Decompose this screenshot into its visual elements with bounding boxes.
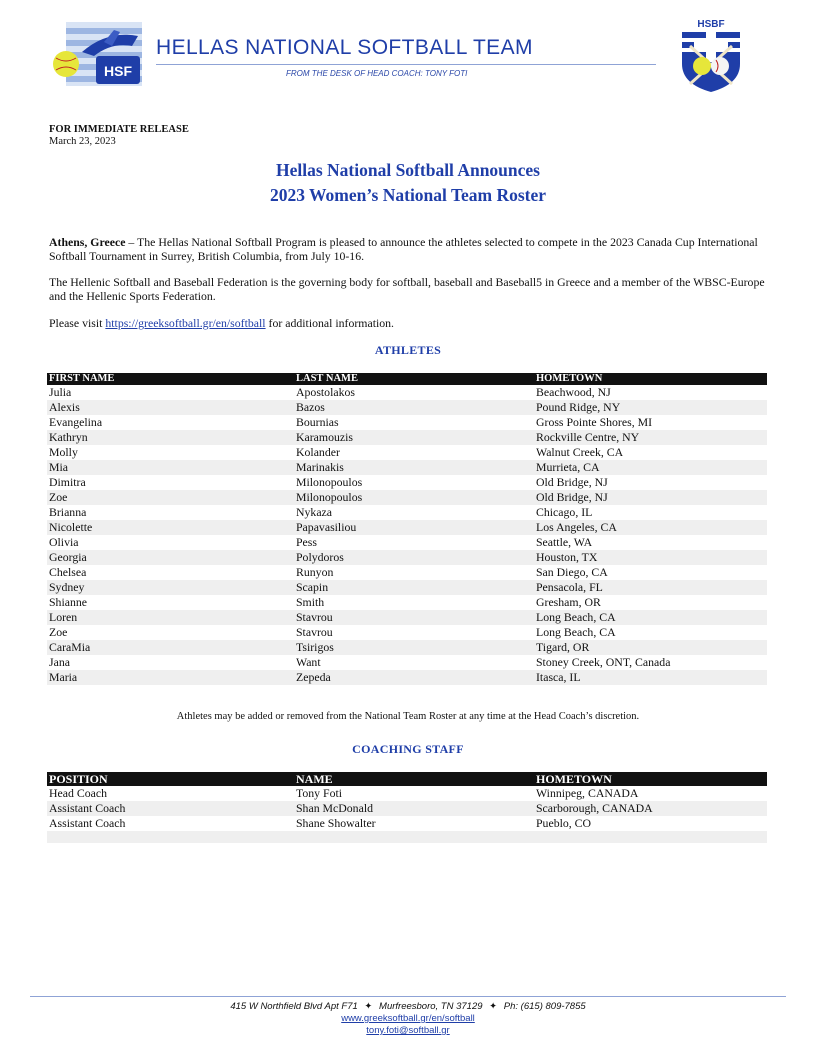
athlete-row xyxy=(47,520,767,535)
visit-before: Please visit xyxy=(49,316,106,330)
coach-cell: Tony Foti xyxy=(296,786,343,800)
athlete-cell: Chicago, IL xyxy=(536,505,593,519)
athlete-row xyxy=(47,535,767,550)
coaching-table-header xyxy=(47,772,767,786)
paragraph-visit xyxy=(49,316,769,330)
coach-cell: Shan McDonald xyxy=(296,801,373,815)
release-label: FOR IMMEDIATE RELEASE xyxy=(49,124,189,135)
footer-bullet-icon: ✦ xyxy=(489,1001,498,1012)
paragraph-federation: The Hellenic Softball and Baseball Federation is the governing body for softball, baseball and Baseball5 in Greece and a member of the WBSC-Europe and the Hellenic Sports Federation. xyxy=(49,275,765,303)
coach-row xyxy=(47,786,767,801)
athlete-cell: Maria xyxy=(49,670,78,684)
coach-cell: Pueblo, CO xyxy=(536,816,592,830)
athlete-row xyxy=(47,445,767,460)
athletes-title: ATHLETES xyxy=(374,343,442,357)
coach-cell: Scarborough, CANADA xyxy=(536,801,653,815)
athlete-cell: Karamouzis xyxy=(296,430,353,444)
coaching-table-padding xyxy=(47,831,767,843)
coach-cell: Assistant Coach xyxy=(49,801,126,815)
athlete-cell: Bournias xyxy=(296,415,339,429)
athlete-cell: Tigard, OR xyxy=(536,640,590,654)
roster-note: Athletes may be added or removed from the National Team Roster at any time at the Head Coach’s discretion. xyxy=(176,711,640,722)
athlete-row xyxy=(47,400,767,415)
coaching-col-name: NAME xyxy=(296,772,333,786)
athlete-cell: Chelsea xyxy=(49,565,87,579)
hsf-logo-text: HSF xyxy=(104,63,132,79)
footer-bullet-icon: ✦ xyxy=(364,1001,373,1012)
athlete-cell: Zepeda xyxy=(296,670,331,684)
athlete-cell: Long Beach, CA xyxy=(536,625,616,639)
athlete-cell: Georgia xyxy=(49,550,87,564)
athlete-cell: Shianne xyxy=(49,595,88,609)
athlete-row xyxy=(47,580,767,595)
athlete-cell: Bazos xyxy=(296,400,325,414)
footer-email-link[interactable]: tony.foti@softball.gr xyxy=(366,1025,450,1036)
paragraph-intro xyxy=(49,235,769,263)
athlete-cell: Olivia xyxy=(49,535,79,549)
athlete-cell: Want xyxy=(296,655,321,669)
release-date: March 23, 2023 xyxy=(49,136,116,147)
athlete-cell: Nicolette xyxy=(49,520,93,534)
athlete-cell: Smith xyxy=(296,595,325,609)
visit-after: for additional information. xyxy=(265,316,395,330)
footer-rule xyxy=(30,996,786,997)
footer-website-link[interactable]: www.greeksoftball.gr/en/softball xyxy=(341,1013,475,1024)
athlete-cell: Itasca, IL xyxy=(536,670,581,684)
athlete-row xyxy=(47,550,767,565)
athlete-cell: Gresham, OR xyxy=(536,595,601,609)
athlete-cell: Stoney Creek, ONT, Canada xyxy=(536,655,671,669)
hsbf-logo-text: HSBF xyxy=(697,19,725,30)
athletes-col-hometown: HOMETOWN xyxy=(536,373,603,384)
athlete-row xyxy=(47,490,767,505)
athlete-cell: Houston, TX xyxy=(536,550,598,564)
coaching-title: COACHING STAFF xyxy=(352,742,464,756)
coach-row xyxy=(47,816,767,831)
athlete-cell: Brianna xyxy=(49,505,87,519)
hsbf-logo xyxy=(676,16,746,94)
athlete-cell: Zoe xyxy=(49,625,68,639)
athlete-cell: Alexis xyxy=(49,400,80,414)
headline xyxy=(0,158,816,208)
athlete-cell: Jana xyxy=(49,655,70,669)
athlete-cell: San Diego, CA xyxy=(536,565,608,579)
footer-address-line xyxy=(0,1001,816,1013)
coach-cell: Assistant Coach xyxy=(49,816,126,830)
athlete-cell: Pound Ridge, NY xyxy=(536,400,621,414)
athlete-cell: Walnut Creek, CA xyxy=(536,445,624,459)
coach-cell: Shane Showalter xyxy=(296,816,376,830)
athletes-col-first: FIRST NAME xyxy=(49,373,115,384)
softball-link[interactable]: https://greeksoftball.gr/en/softball xyxy=(105,316,266,330)
athlete-row xyxy=(47,505,767,520)
coaching-table-body xyxy=(47,786,767,831)
brand-title: HELLAS NATIONAL SOFTBALL TEAM xyxy=(156,36,533,59)
athlete-cell: Marinakis xyxy=(296,460,344,474)
athlete-cell: Kathryn xyxy=(49,430,88,444)
athlete-cell: Beachwood, NJ xyxy=(536,385,611,399)
brand-subtitle: FROM THE DESK OF HEAD COACH: TONY FOTI xyxy=(286,69,468,78)
footer-city: Murfreesboro, TN 37129 xyxy=(379,1001,483,1012)
athlete-row xyxy=(47,595,767,610)
athlete-cell: Mia xyxy=(49,460,69,474)
coach-row xyxy=(47,801,767,816)
athlete-cell: Runyon xyxy=(296,565,334,579)
athlete-row xyxy=(47,460,767,475)
athletes-col-last: LAST NAME xyxy=(296,373,358,384)
headline-line1: Hellas National Softball Announces xyxy=(275,160,540,180)
brand-rule xyxy=(156,64,656,65)
athlete-cell: Dimitra xyxy=(49,475,86,489)
athlete-cell: Milonopoulos xyxy=(296,475,363,489)
athletes-table-header xyxy=(47,373,767,385)
athlete-row xyxy=(47,625,767,640)
athlete-row xyxy=(47,655,767,670)
athlete-cell: Loren xyxy=(49,610,78,624)
athlete-cell: Seattle, WA xyxy=(536,535,593,549)
athlete-cell: Old Bridge, NJ xyxy=(536,475,608,489)
athlete-row xyxy=(47,385,767,400)
athlete-cell: Old Bridge, NJ xyxy=(536,490,608,504)
athlete-cell: Papavasiliou xyxy=(296,520,357,534)
coaching-col-position: POSITION xyxy=(49,772,108,786)
athlete-cell: Long Beach, CA xyxy=(536,610,616,624)
footer xyxy=(0,1001,816,1037)
coach-cell: Head Coach xyxy=(49,786,107,800)
athlete-cell: Apostolakos xyxy=(296,385,355,399)
release-block xyxy=(49,124,189,148)
athlete-cell: Milonopoulos xyxy=(296,490,363,504)
athlete-cell: Stavrou xyxy=(296,625,333,639)
athlete-cell: Molly xyxy=(49,445,78,459)
athlete-cell: Gross Pointe Shores, MI xyxy=(536,415,653,429)
athlete-cell: Murrieta, CA xyxy=(536,460,600,474)
athlete-cell: Pensacola, FL xyxy=(536,580,603,594)
intro-text: – The Hellas National Softball Program is pleased to announce the athletes selected to compete in the 2023 Canada Cup International Softball Tournament in Surrey, British Columbia, from July 10-16. xyxy=(49,235,758,263)
athlete-cell: CaraMia xyxy=(49,640,91,654)
athlete-cell: Nykaza xyxy=(296,505,333,519)
hsf-logo xyxy=(52,22,142,86)
coach-cell: Winnipeg, CANADA xyxy=(536,786,639,800)
athlete-cell: Pess xyxy=(296,535,317,549)
athlete-cell: Zoe xyxy=(49,490,68,504)
athlete-row xyxy=(47,415,767,430)
headline-line2: 2023 Women’s National Team Roster xyxy=(269,185,547,205)
athlete-cell: Scapin xyxy=(296,580,329,594)
athlete-cell: Sydney xyxy=(49,580,85,594)
coaching-col-hometown: HOMETOWN xyxy=(536,772,612,786)
athlete-cell: Kolander xyxy=(296,445,340,459)
athlete-row xyxy=(47,670,767,685)
footer-phone: Ph: (615) 809-7855 xyxy=(503,1001,586,1012)
athlete-row xyxy=(47,475,767,490)
athletes-table-body xyxy=(47,385,767,685)
coaching-table xyxy=(47,772,767,843)
athlete-cell: Rockville Centre, NY xyxy=(536,430,640,444)
athlete-cell: Tsirigos xyxy=(296,640,334,654)
athlete-row xyxy=(47,640,767,655)
athlete-row xyxy=(47,610,767,625)
athletes-table xyxy=(47,373,767,685)
athlete-cell: Stavrou xyxy=(296,610,333,624)
athlete-cell: Evangelina xyxy=(49,415,103,429)
athlete-cell: Polydoros xyxy=(296,550,344,564)
athlete-cell: Los Angeles, CA xyxy=(536,520,617,534)
athlete-cell: Julia xyxy=(49,385,72,399)
athlete-row xyxy=(47,565,767,580)
dateline: Athens, Greece xyxy=(49,235,126,249)
athlete-row xyxy=(47,430,767,445)
footer-address: 415 W Northfield Blvd Apt F71 xyxy=(230,1001,358,1012)
